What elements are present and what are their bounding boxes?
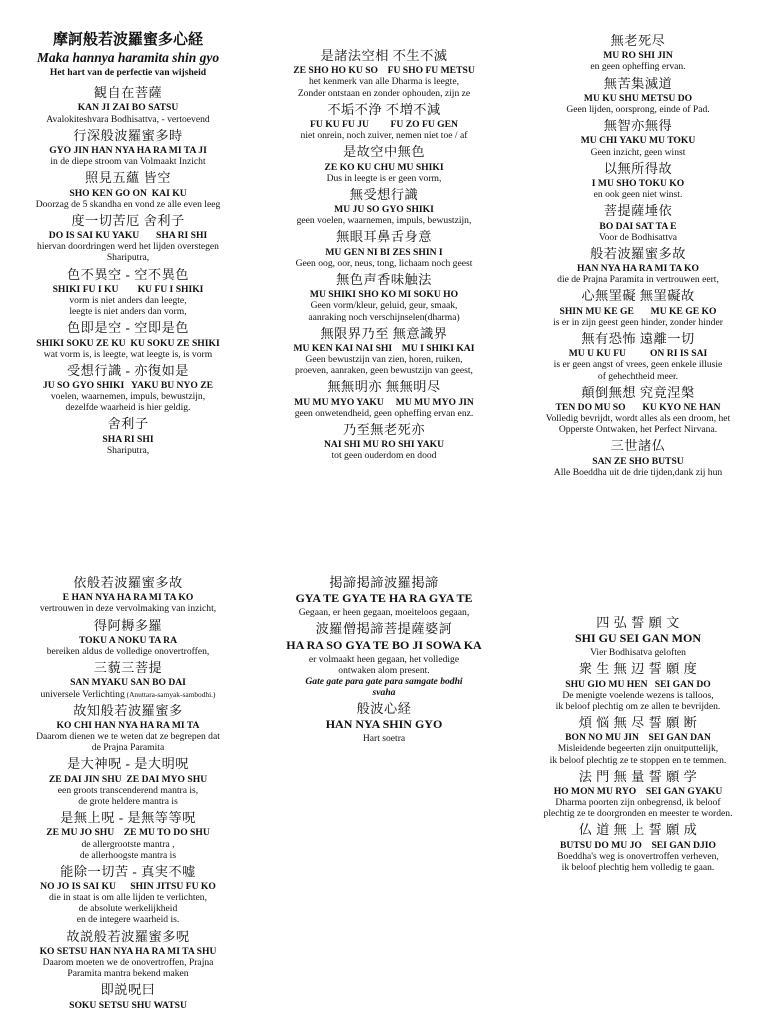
verse-translation bbox=[510, 743, 766, 765]
verse-japanese: 無限界乃至 無意識界 bbox=[320, 325, 448, 341]
verse-japanese: 色即是空 - 空即是色 bbox=[67, 320, 189, 336]
verse-japanese: 是故空中無色 bbox=[342, 144, 426, 160]
verse-romaji: GYA TE GYA TE HA RA GYA TE bbox=[295, 591, 473, 606]
verse-japanese: 受想行識 - 亦復如是 bbox=[67, 362, 189, 378]
verse-translation-text: tot geen ouderdom en dood bbox=[331, 450, 437, 462]
verse-block bbox=[2, 416, 254, 456]
verse-translation-text: bereiken aldus de volledige onovertroffen, bbox=[46, 646, 210, 657]
verse-translation-text: Boeddha's weg is onovertroffen verheven, ik beloof plechtig hem volledig te gaan. bbox=[557, 850, 719, 873]
verse-romaji: NAI SHI MU RO SHI YAKU bbox=[323, 439, 445, 451]
verse-translation bbox=[510, 851, 766, 873]
verse-romaji: SHI GU SEI GAN MON bbox=[574, 631, 702, 646]
verse-romaji: MU CHI YAKU MU TOKU bbox=[580, 135, 696, 147]
verse-romaji: ZE DAI JIN SHU ZE DAI MYO SHU bbox=[48, 773, 208, 785]
verse-japanese: 煩 悩 無 尽 誓 願 断 bbox=[578, 715, 698, 731]
verse-block bbox=[510, 203, 766, 243]
verse-block bbox=[2, 267, 254, 318]
verse-translation-text: Shariputra, bbox=[106, 444, 150, 456]
verse-translation bbox=[510, 274, 766, 285]
verse-japanese: 得阿耨多羅 bbox=[93, 617, 163, 633]
verse-translation-text: hiervan doordringen werd het lijden overstegen Shariputra, bbox=[37, 241, 219, 264]
verse-japanese: 無老死尽 bbox=[610, 33, 666, 48]
verse-translation-text: geen voelen, waarnemen, impuls, bewustzijn, bbox=[296, 215, 472, 227]
verse-translation bbox=[510, 690, 766, 712]
verse-block bbox=[510, 769, 766, 820]
verse-block bbox=[2, 982, 254, 1010]
verse-romaji: ZE MU JO SHU ZE MU TO DO SHU bbox=[46, 827, 210, 839]
verse-translation bbox=[510, 104, 766, 115]
verse-translation bbox=[258, 258, 510, 269]
verse-block bbox=[2, 929, 254, 980]
verse-romaji: SAN MYAKU SAN BO DAI bbox=[70, 677, 186, 689]
c3-blocks bbox=[510, 33, 766, 478]
verse-translation bbox=[510, 413, 766, 435]
verse-block bbox=[510, 385, 766, 436]
verse-block bbox=[510, 715, 766, 766]
verse-japanese: 乃至無老死亦 bbox=[342, 421, 426, 437]
verse-romaji: ZE KO KU CHU MU SHIKI bbox=[324, 161, 444, 173]
verse-translation-text: en geen opheffing ervan. bbox=[590, 61, 686, 73]
verse-block bbox=[510, 331, 766, 382]
verse-translation-text: geen onwetendheid, geen opheffing ervan enz. bbox=[294, 407, 474, 419]
verse-japanese: 無受想行識 bbox=[349, 186, 419, 202]
verse-translation bbox=[2, 349, 254, 360]
verse-translation-text: Voor de Bodhisattva bbox=[598, 231, 678, 243]
verse-translation bbox=[510, 359, 766, 381]
verse-translation-text: Volledig bevrijdt, wordt alles als een droom, het Opperste Ontwaken, het Perfect Nirvana. bbox=[545, 413, 731, 436]
verse-translation bbox=[2, 603, 254, 614]
verse-translation bbox=[510, 797, 766, 819]
verse-japanese: 不垢不浄 不増不減 bbox=[327, 101, 441, 117]
verse-block bbox=[258, 575, 510, 618]
verse-translation bbox=[2, 892, 254, 925]
verse-translation bbox=[258, 450, 510, 461]
verse-japanese: 般波心経 bbox=[356, 701, 412, 717]
verse-block bbox=[510, 76, 766, 116]
verse-block bbox=[510, 246, 766, 286]
verse-translation-text: Doorzag de 5 skandha en vond ze alle even leeg bbox=[35, 198, 221, 210]
verse-japanese: 無色声香味触法 bbox=[336, 271, 432, 287]
verse-japanese: 以無所得故 bbox=[603, 160, 673, 176]
verse-japanese: 四 弘 誓 願 文 bbox=[596, 615, 680, 630]
verse-japanese: 三世諸仏 bbox=[610, 438, 666, 454]
verse-romaji: SHIN MU KE GE MU KE GE KO bbox=[559, 305, 717, 317]
verse-translation-text: die de Prajna Paramita in vertrouwen eert, bbox=[557, 274, 719, 286]
verse-block bbox=[258, 422, 510, 462]
verse-translation bbox=[2, 295, 254, 317]
verse-block bbox=[2, 756, 254, 807]
verse-translation-text: Dharma poorten zijn onbegrensd, ik beloof plechtig ze te doorgronden en meester te worden. bbox=[543, 797, 733, 820]
verse-translation bbox=[510, 467, 766, 478]
verse-romaji: SAN ZE SHO BUTSU bbox=[592, 455, 684, 467]
verse-translation-note: (Anuttara-samyak-sambodhi.) bbox=[124, 689, 216, 699]
verse-translation bbox=[258, 654, 510, 676]
verse-translation bbox=[510, 61, 766, 72]
verse-translation bbox=[2, 241, 254, 263]
verse-translation-text: Geen oog, oor, neus, tong, lichaam noch geest bbox=[295, 257, 473, 269]
verse-translation bbox=[258, 130, 510, 141]
verse-japanese: 法 門 無 量 誓 願 学 bbox=[578, 768, 698, 784]
verse-romaji: KO CHI HAN NYA HA RA MI TA bbox=[56, 720, 200, 731]
verse-translation-text: voelen, waarnemen, impuls, bewustzijn, dezelfde waarheid is hier geldig. bbox=[50, 391, 206, 414]
verse-block bbox=[2, 363, 254, 414]
verse-translation bbox=[2, 689, 254, 700]
verse-romaji: HO MON MU RYO SEI GAN GYAKU bbox=[553, 786, 723, 798]
verse-translation-text: universele Verlichting bbox=[40, 688, 125, 700]
verse-block bbox=[258, 272, 510, 323]
verse-romaji: KO SETSU HAN NYA HA RA MI TA SHU bbox=[39, 945, 217, 957]
verse-romaji: SHIKI FU I KU KU FU I SHIKI bbox=[52, 283, 204, 295]
verse-romaji: HA RA SO GYA TE BO JI SOWA KA bbox=[286, 637, 482, 652]
verse-translation bbox=[2, 957, 254, 979]
verse-japanese: 無有恐怖 遠離一切 bbox=[581, 330, 695, 346]
sutra-intro: Het hart van de perfectie van wijsheid bbox=[49, 67, 207, 79]
verse-japanese: 故説般若波羅蜜多呪 bbox=[66, 928, 190, 944]
verse-japanese: 故知般若波羅蜜多 bbox=[73, 702, 183, 718]
verse-block bbox=[510, 33, 766, 73]
verse-translation-text: De menigte voelende wezens is talloos, ik beloof plechtig om ze allen te bevrijden. bbox=[555, 689, 721, 712]
verse-block bbox=[2, 864, 254, 926]
verse-translation-text: Gegaan, er heen gegaan, moeiteloos gegaan, bbox=[298, 607, 470, 619]
verse-romaji: MU GEN NI BI ZES SHIN I bbox=[325, 246, 443, 258]
verse-romaji: MU SHIKI SHO KO MI SOKU HO bbox=[309, 289, 459, 301]
verse-japanese: 無無明亦 無無明尽 bbox=[327, 379, 441, 395]
column-6 bbox=[510, 612, 766, 873]
verse-translation bbox=[2, 199, 254, 210]
c6-blocks bbox=[510, 615, 766, 873]
verse-romaji: TEN DO MU SO KU KYO NE HAN bbox=[555, 401, 721, 413]
verse-japanese: 掲諦掲諦波羅掲諦 bbox=[329, 575, 439, 590]
c2-blocks bbox=[258, 48, 510, 461]
verse-romaji: FU KU FU JU FU ZO FU GEN bbox=[310, 119, 458, 130]
verse-romaji: BUTSU DO MU JO SEI GAN DJIO bbox=[560, 839, 716, 851]
verse-romaji: JU SO GYO SHIKI YAKU BU NYO ZE bbox=[42, 380, 214, 392]
verse-block bbox=[258, 144, 510, 184]
verse-translation-text: Geen bewustzijn van zien, horen, ruiken, proeven, aanraken, geen bewustzijn van geest, bbox=[295, 354, 473, 377]
verse-translation bbox=[2, 156, 254, 167]
verse-japanese: 観自在菩薩 bbox=[93, 85, 163, 101]
verse-block bbox=[2, 810, 254, 861]
verse-block bbox=[510, 615, 766, 658]
verse-romaji: KAN JI ZAI BO SATSU bbox=[77, 102, 179, 114]
verse-romaji: SOKU SETSU SHU WATSU bbox=[69, 999, 187, 1011]
verse-romaji: SHU GIO MU HEN SEI GAN DO bbox=[565, 678, 711, 690]
verse-japanese: 衆 生 無 辺 誓 願 度 bbox=[578, 661, 698, 677]
verse-block bbox=[258, 48, 510, 99]
verse-japanese: 是大神呪 - 是大明呪 bbox=[67, 756, 189, 772]
verse-romaji: DO IS SAI KU YAKU SHA RI SHI bbox=[48, 230, 208, 242]
verse-japanese: 菩提薩埵依 bbox=[603, 203, 673, 219]
verse-romaji: E HAN NYA HA RA MI TA KO bbox=[62, 592, 194, 604]
verse-translation-text: en ook geen niet winst. bbox=[593, 189, 683, 201]
verse-translation bbox=[2, 646, 254, 657]
verse-translation bbox=[510, 647, 766, 658]
column-5 bbox=[258, 572, 510, 744]
verse-block bbox=[258, 379, 510, 419]
c5-blocks bbox=[258, 575, 510, 744]
verse-sanskrit-mantra: Gate gate para gate para samgate bodhi svaha bbox=[305, 675, 463, 698]
verse-translation bbox=[2, 445, 254, 456]
verse-block bbox=[2, 660, 254, 700]
verse-translation bbox=[510, 147, 766, 158]
verse-japanese: 度一切苦厄 舍利子 bbox=[71, 212, 185, 228]
verse-japanese: 即説呪曰 bbox=[100, 982, 156, 998]
column-2 bbox=[258, 45, 510, 461]
verse-translation bbox=[258, 408, 510, 419]
verse-block bbox=[258, 701, 510, 744]
verse-translation bbox=[510, 232, 766, 243]
verse-translation bbox=[258, 173, 510, 184]
verse-translation-text: Avalokiteshvara Bodhisattva, - vertoevend bbox=[46, 113, 210, 125]
c4-blocks bbox=[2, 575, 254, 1011]
verse-romaji: NO JO IS SAI KU SHIN JITSU FU KO bbox=[40, 881, 216, 893]
sutra-title: 摩訶般若波羅蜜多心経 bbox=[52, 32, 203, 48]
verse-block bbox=[510, 661, 766, 712]
verse-romaji: BON NO MU JIN SEI GAN DAN bbox=[565, 732, 711, 744]
verse-romaji: TOKU A NOKU TA RA bbox=[78, 634, 178, 646]
verse-japanese: 無智亦無得 bbox=[603, 118, 673, 134]
verse-japanese: 心無罣礙 無罣礙故 bbox=[581, 288, 695, 304]
verse-romaji: HAN NYA HA RA MI TA KO bbox=[577, 263, 699, 275]
verse-block bbox=[258, 187, 510, 227]
verse-japanese: 波羅僧掲諦菩提薩婆訶 bbox=[315, 621, 453, 637]
verse-translation bbox=[2, 731, 254, 753]
verse-romaji: GYO JIN HAN NYA HA RA MI TA JI bbox=[49, 145, 207, 157]
verse-japanese: 色不異空 - 空不異色 bbox=[67, 266, 189, 282]
verse-romaji: MU JU SO GYO SHIKI bbox=[334, 204, 434, 216]
verse-translation-text: wat vorm is, is leegte, wat leegte is, is vorm bbox=[43, 348, 213, 360]
verse-japanese: 仏 道 無 上 誓 願 成 bbox=[578, 822, 698, 838]
verse-romaji: MU U KU FU ON RI IS SAI bbox=[568, 348, 708, 360]
verse-romaji: I MU SHO TOKU KO bbox=[591, 178, 685, 189]
column-4 bbox=[2, 572, 254, 1011]
verse-japanese: 顛倒無想 究竟涅槃 bbox=[581, 384, 695, 400]
verse-translation-text: die in staat is om alle lijden te verlichten, de absolute werkelijkheid en de integere waarheid is. bbox=[49, 892, 207, 926]
sutra-subtitle: Maka hannya haramita shin gyo bbox=[36, 50, 220, 66]
verse-block bbox=[2, 575, 254, 615]
verse-block bbox=[510, 822, 766, 873]
verse-romaji: ZE SHO HO KU SO FU SHO FU METSU bbox=[293, 65, 475, 77]
verse-translation bbox=[2, 391, 254, 413]
c1-blocks bbox=[2, 85, 254, 456]
verse-romaji: MU RO SHI JIN bbox=[603, 50, 673, 62]
column-1 bbox=[2, 32, 254, 456]
verse-japanese: 無眼耳鼻舌身意 bbox=[336, 229, 432, 245]
verse-block bbox=[2, 128, 254, 168]
verse-translation bbox=[258, 354, 510, 376]
verse-translation-text: Geen lijden, oorsprong, einde of Pad. bbox=[566, 104, 710, 115]
verse-translation-text: Geen inzicht, geen winst bbox=[590, 146, 686, 158]
verse-translation-text: is er geen angst of vrees, geen enkele illusie of gehechtheid meer. bbox=[553, 359, 723, 382]
verse-translation-text: vertrouwen in deze vervolmaking van inzicht, bbox=[39, 603, 217, 615]
verse-romaji: SHIKI SOKU ZE KU KU SOKU ZE SHIKI bbox=[36, 337, 220, 349]
verse-japanese: 三藐三菩提 bbox=[93, 660, 163, 676]
verse-block bbox=[258, 326, 510, 377]
verse-translation-text: Daarom moeten we de onovertroffen, Prajna Paramita mantra bekend maken bbox=[42, 957, 214, 980]
verse-block bbox=[510, 161, 766, 201]
verse-translation bbox=[258, 607, 510, 618]
verse-translation-text: Vier Bodhisatva geloften bbox=[590, 647, 686, 659]
verse-japanese: 依般若波羅蜜多故 bbox=[73, 575, 183, 590]
verse-romaji: SHO KEN GO ON KAI KU bbox=[69, 187, 187, 199]
verse-translation bbox=[258, 733, 510, 744]
verse-japanese: 無苦集滅道 bbox=[603, 75, 673, 91]
verse-block bbox=[2, 85, 254, 125]
verse-translation bbox=[258, 76, 510, 98]
verse-translation bbox=[2, 114, 254, 125]
verse-japanese: 能除一切苦 - 真実不嘘 bbox=[60, 863, 196, 879]
verse-translation-text: Dus in leegte is er geen vorm, bbox=[326, 172, 442, 184]
verse-translation-text: Alle Boeddha uit de drie tijden,dank zij hun bbox=[553, 466, 723, 478]
verse-japanese: 般若波羅蜜多故 bbox=[590, 245, 686, 261]
verse-block bbox=[258, 229, 510, 269]
verse-translation-text: de allergrootste mantra , de allerhoogste mantra is bbox=[79, 838, 177, 861]
verse-block bbox=[2, 618, 254, 658]
verse-romaji: MU KU SHU METSU DO bbox=[583, 92, 693, 104]
verse-japanese: 舍利子 bbox=[107, 416, 149, 432]
verse-block bbox=[2, 170, 254, 210]
verse-block bbox=[258, 621, 510, 698]
verse-translation bbox=[258, 300, 510, 322]
verse-translation bbox=[510, 189, 766, 200]
verse-translation-text: Hart soetra bbox=[362, 733, 406, 745]
verse-block bbox=[510, 118, 766, 158]
verse-romaji: MU KEN KAI NAI SHI MU I SHIKI KAI bbox=[293, 342, 475, 354]
verse-romaji: HAN NYA SHIN GYO bbox=[325, 717, 443, 732]
verse-romaji: SHA RI SHI bbox=[102, 433, 154, 445]
verse-block bbox=[510, 288, 766, 328]
verse-translation bbox=[510, 317, 766, 328]
verse-translation bbox=[2, 785, 254, 807]
verse-block bbox=[2, 213, 254, 264]
verse-translation-text: een groots transcenderend mantra is, de grote heldere mantra is bbox=[57, 784, 199, 807]
verse-block bbox=[258, 102, 510, 142]
verse-romaji: MU MU MYO YAKU MU MU MYO JIN bbox=[294, 396, 474, 408]
verse-translation bbox=[2, 839, 254, 861]
verse-translation bbox=[258, 215, 510, 226]
column-3 bbox=[510, 30, 766, 478]
verse-japanese: 是無上呪 - 是無等等呪 bbox=[60, 810, 196, 826]
verse-japanese: 照見五蘊 皆空 bbox=[85, 170, 171, 186]
verse-translation-text: er volmaakt heen gegaan, het volledige ontwaken alom present. bbox=[308, 653, 460, 676]
verse-translation-text: het kenmerk van alle Dharma is leegte, Zonder ontstaan en zonder ophouden, zijn ze bbox=[297, 76, 471, 99]
verse-translation-text: Misleidende begeerten zijn onuitputtelijk, ik beloof plechtig ze te stoppen en te temmen. bbox=[549, 743, 727, 766]
verse-romaji: BO DAI SAT TA E bbox=[599, 220, 677, 232]
verse-translation-text: in de diepe stroom van Volmaakt Inzicht bbox=[50, 156, 206, 168]
verse-japanese: 行深般波羅蜜多時 bbox=[73, 127, 183, 143]
verse-block bbox=[510, 438, 766, 478]
verse-block bbox=[2, 320, 254, 360]
verse-block bbox=[2, 703, 254, 754]
verse-translation-text: niet onrein, noch zuiver, nemen niet toe / af bbox=[300, 130, 468, 142]
verse-translation-text: Geen vorm/kleur, geluid, geur, smaak, aanraking noch verschijnselen(dharma) bbox=[308, 300, 460, 323]
verse-translation-text: is er in zijn geest geen hinder, zonder hinder bbox=[553, 316, 723, 328]
verse-translation-text: vorm is niet anders dan leegte, leegte is niet anders dan vorm, bbox=[69, 294, 187, 318]
verse-japanese: 是諸法空相 不生不滅 bbox=[320, 48, 448, 63]
verse-translation-text: Daarom dienen we te weten dat ze begrepen dat de Prajna Paramita bbox=[36, 731, 220, 754]
